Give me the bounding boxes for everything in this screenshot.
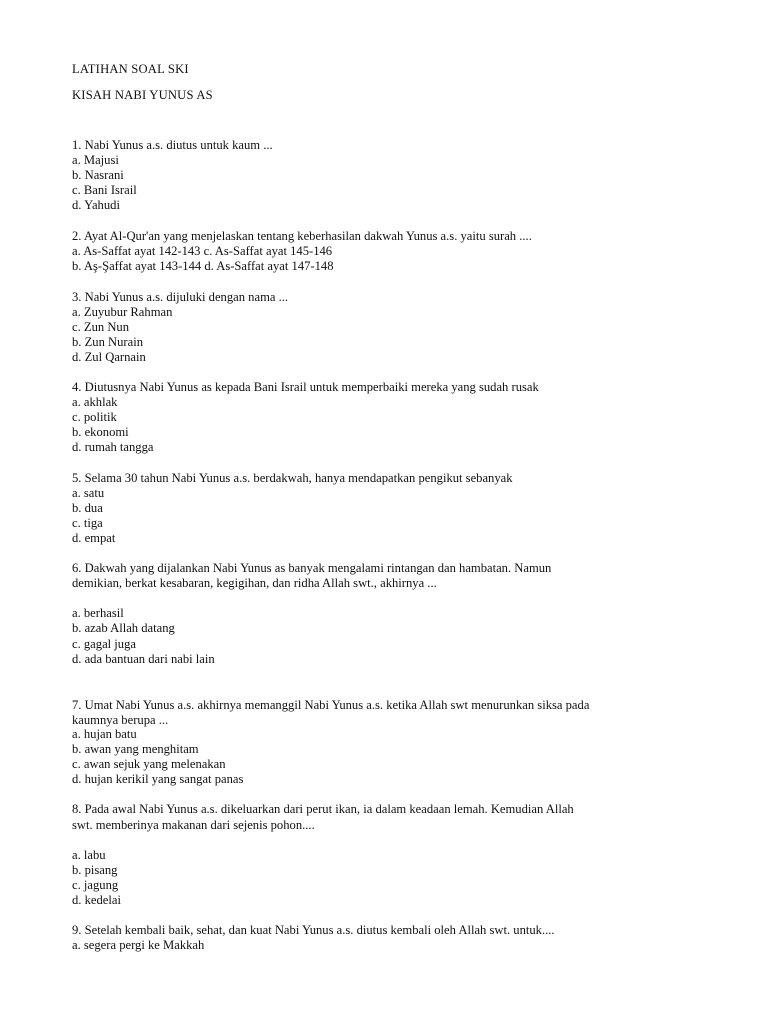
question-6-option: c. gagal juga <box>72 637 136 651</box>
document-title: LATIHAN SOAL SKI <box>72 62 189 76</box>
question-1-option: c. Bani Israil <box>72 183 137 197</box>
question-5-text: 5. Selama 30 tahun Nabi Yunus a.s. berdakwah, hanya mendapatkan pengikut sebanyak <box>72 471 513 485</box>
question-1-option: b. Nasrani <box>72 168 124 182</box>
question-8-option: a. labu <box>72 848 106 862</box>
question-8-option: c. jagung <box>72 878 119 892</box>
question-8-option: b. pisang <box>72 863 118 877</box>
question-4-option: d. rumah tangga <box>72 440 154 454</box>
question-4-option: b. ekonomi <box>72 425 129 439</box>
question-2-option: b. Aş-Şaffat ayat 143-144 d. As-Saffat ayat 147-148 <box>72 259 334 273</box>
question-4-text: 4. Diutusnya Nabi Yunus as kepada Bani Israil untuk memperbaiki mereka yang sudah rusak <box>72 380 539 394</box>
question-8-option: d. kedelai <box>72 893 121 907</box>
question-6-option: a. berhasil <box>72 606 124 620</box>
question-1-text: 1. Nabi Yunus a.s. diutus untuk kaum ... <box>72 138 273 152</box>
question-7-text: 7. Umat Nabi Yunus a.s. akhirnya memanggil Nabi Yunus a.s. ketika Allah swt menurunkan siksa pada <box>72 698 590 712</box>
question-5-option: a. satu <box>72 486 105 500</box>
question-3-option: a. Zuyubur Rahman <box>72 305 173 319</box>
question-5-option: c. tiga <box>72 516 103 530</box>
question-7-text: kaumnya berupa ... <box>72 713 169 727</box>
question-4-option: c. politik <box>72 410 117 424</box>
question-6-option: b. azab Allah datang <box>72 621 175 635</box>
question-7-option: d. hujan kerikil yang sangat panas <box>72 772 244 786</box>
question-6-text: 6. Dakwah yang dijalankan Nabi Yunus as banyak mengalami rintangan dan hambatan. Namun <box>72 561 552 575</box>
question-1-option: d. Yahudi <box>72 198 120 212</box>
question-7-option: a. hujan batu <box>72 727 137 741</box>
question-3-text: 3. Nabi Yunus a.s. dijuluki dengan nama ... <box>72 290 289 304</box>
question-5-option: b. dua <box>72 501 103 515</box>
question-6-text: demikian, berkat kesabaran, kegigihan, dan ridha Allah swt., akhirnya ... <box>72 576 437 590</box>
question-7-option: c. awan sejuk yang melenakan <box>72 757 226 771</box>
question-1-option: a. Majusi <box>72 153 119 167</box>
question-9-text: 9. Setelah kembali baik, sehat, dan kuat Nabi Yunus a.s. diutus kembali oleh Allah swt. untuk.... <box>72 923 555 937</box>
question-6-option: d. ada bantuan dari nabi lain <box>72 652 215 666</box>
question-8-text: swt. memberinya makanan dari sejenis pohon.... <box>72 818 315 832</box>
question-7-option: b. awan yang menghitam <box>72 742 199 756</box>
question-8-text: 8. Pada awal Nabi Yunus a.s. dikeluarkan dari perut ikan, ia dalam keadaan lemah. Kemudian Allah <box>72 802 574 816</box>
document-subtitle: KISAH NABI YUNUS AS <box>72 88 213 102</box>
question-3-option: c. Zun Nun <box>72 320 130 334</box>
question-5-option: d. empat <box>72 531 116 545</box>
question-3-option: d. Zul Qarnain <box>72 350 146 364</box>
question-2-option: a. As-Saffat ayat 142-143 c. As-Saffat ayat 145-146 <box>72 244 333 258</box>
question-2-text: 2. Ayat Al-Qur'an yang menjelaskan tentang keberhasilan dakwah Yunus a.s. yaitu surah .... <box>72 229 532 243</box>
question-3-option: b. Zun Nurain <box>72 335 143 349</box>
question-4-option: a. akhlak <box>72 395 118 409</box>
question-9-option: a. segera pergi ke Makkah <box>72 938 205 952</box>
